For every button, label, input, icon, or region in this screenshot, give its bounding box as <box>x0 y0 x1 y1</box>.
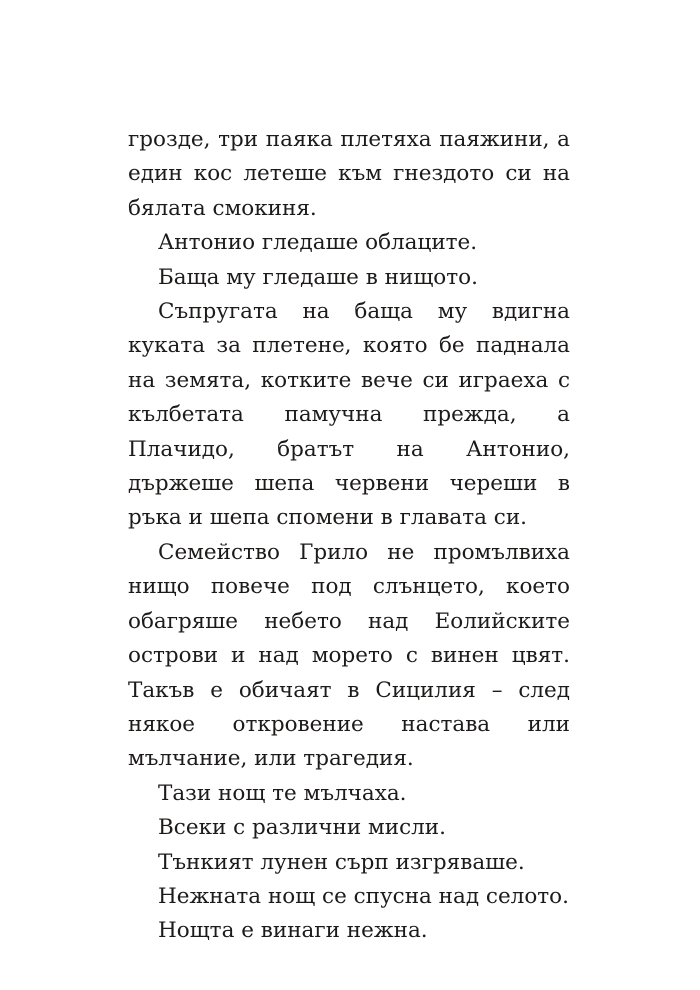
paragraph: гроздe, три паяка плетяха паяжини, а един кос летеше към гнездото си на бялата смокиня. <box>128 127 570 221</box>
book-page <box>128 123 570 949</box>
paragraph: Антонио гледаше облаците. <box>158 230 478 256</box>
paragraph: Баща му гледаше в нищото. <box>158 264 478 290</box>
paragraph: Всеки с различни мисли. <box>158 815 446 841</box>
paragraph: Тънкият лунен сърп изгряваше. <box>158 849 525 875</box>
paragraph: Съпругата на баща му вдигна куката за плетене, която бе паднала на земята, котките вече си играеха с кълбетата памучна прежда, а Плачидо, братът на Антонио, държеше шепа червени череши в ръка и шепа спомени в главата си. <box>128 299 570 531</box>
paragraph: Нежната нощ се спусна над селото. <box>158 883 569 909</box>
paragraph: Нощта е винаги нежна. <box>158 918 428 944</box>
paragraph: Семейство Грило не промълвиха нищо повече под слънцето, което обагряше небето над Еолийските острови и над морето с винен цвят. Такъв е обичаят в Сицилия – след някое откровение настава или мълчание, или трагедия. <box>128 539 570 772</box>
paragraph: Тази нощ те мълчаха. <box>158 780 407 806</box>
